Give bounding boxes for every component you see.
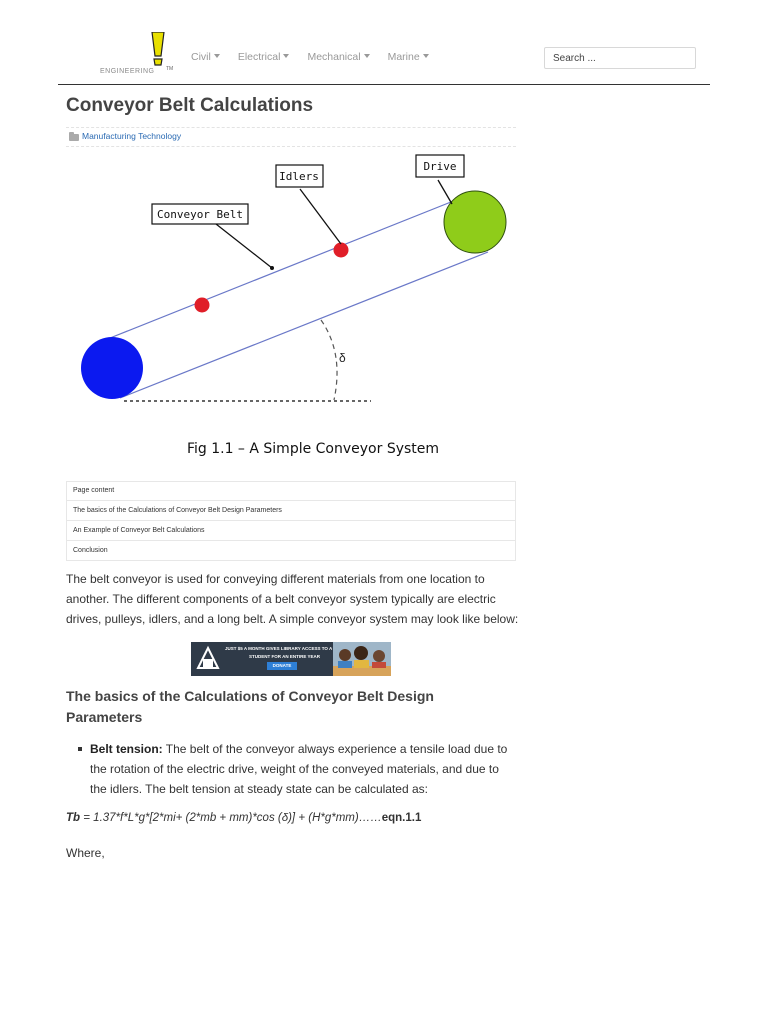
bullet-marker [78,747,82,751]
nav-item-label: Electrical [237,51,281,63]
angle-arc [321,320,337,400]
students-image [333,642,391,676]
caret-down-icon [364,54,370,58]
page-content-heading: Page content [73,487,115,494]
tail-pulley [81,337,143,399]
site-logo[interactable] [100,38,180,78]
nav-item-label: Mechanical [307,51,361,63]
drive-label: Drive [423,160,457,173]
caret-down-icon [283,54,289,58]
equation-body: = 1.37*f*L*g*[2*mi+ (2*mb + mm)*cos (δ)] + (H*g*mm)…… [80,812,382,824]
drive-pointer [438,180,452,204]
nav-item-civil[interactable] [191,51,220,63]
bullet-body: The belt of the conveyor always experience a tensile load due to the rotation of the electric drive, weight of the conveyed materials, and due to the idlers. The belt tension at steady state can be calculated as: [90,742,508,796]
logo-text: ENGINEERING [100,68,155,75]
site-header [58,0,710,85]
banner-line-2: STUDENT FOR AN ENTIRE YEAR [249,654,321,659]
nav-item-electrical[interactable] [238,51,290,63]
idlers-pointer [300,189,341,244]
toc-item[interactable]: The basics of the Calculations of Conveyor Belt Design Parameters [67,500,515,520]
folder-icon [69,134,79,141]
equation-symbol: Tb [66,812,81,824]
where-text: Where, [66,846,105,860]
library-logo-icon [194,644,222,674]
page-content-box [66,481,516,561]
nav-item-label: Civil [191,51,211,63]
caret-down-icon [423,54,429,58]
conveyor-belt-label: Conveyor Belt [156,208,244,221]
category-link[interactable]: Manufacturing Technology [82,131,182,141]
drive-pulley [444,191,506,253]
belt-bottom-line [120,252,488,398]
equation [66,812,421,824]
toc-item[interactable]: An Example of Conveyor Belt Calculations [67,520,515,540]
toc-item[interactable]: Conclusion [67,540,515,560]
main-nav [191,51,429,63]
list-item [78,739,508,799]
category-row [66,127,516,147]
nav-item-label: Marine [387,51,420,63]
bullet-text [90,739,508,799]
idler-2 [334,243,349,258]
equation-tag: eqn.1.1 [381,812,422,824]
search-input[interactable] [544,47,696,69]
donation-banner[interactable] [191,642,391,676]
intro-paragraph: The belt conveyor is used for conveying different materials from one location to another. The different components of a belt conveyor system typically are electric drives, pulleys, idlers, and a long belt. A simple conveyor system may look like below: [66,572,519,626]
section-heading: The basics of the Calculations of Conveyor Belt Design Parameters [66,688,434,725]
bullet-label: Belt tension: [90,742,163,756]
caret-down-icon [214,54,220,58]
figure-caption: Fig 1.1 – A Simple Conveyor System [186,441,440,457]
banner-line-1: JUST $5 A MONTH GIVES LIBRARY ACCESS TO A [225,646,333,651]
conveyor-belt-pointer-dot [270,266,274,270]
idlers-label: Idlers [279,170,319,183]
logo-trademark: TM [166,66,174,72]
nav-item-mechanical[interactable] [307,51,369,63]
angle-label: δ [339,351,346,365]
conveyor-belt-pointer [216,224,272,268]
conveyor-figure [66,148,516,466]
idler-1 [195,298,210,313]
page-title: Conveyor Belt Calculations [66,95,314,116]
donate-button[interactable]: DONATE [267,662,297,670]
nav-item-marine[interactable] [388,51,429,63]
